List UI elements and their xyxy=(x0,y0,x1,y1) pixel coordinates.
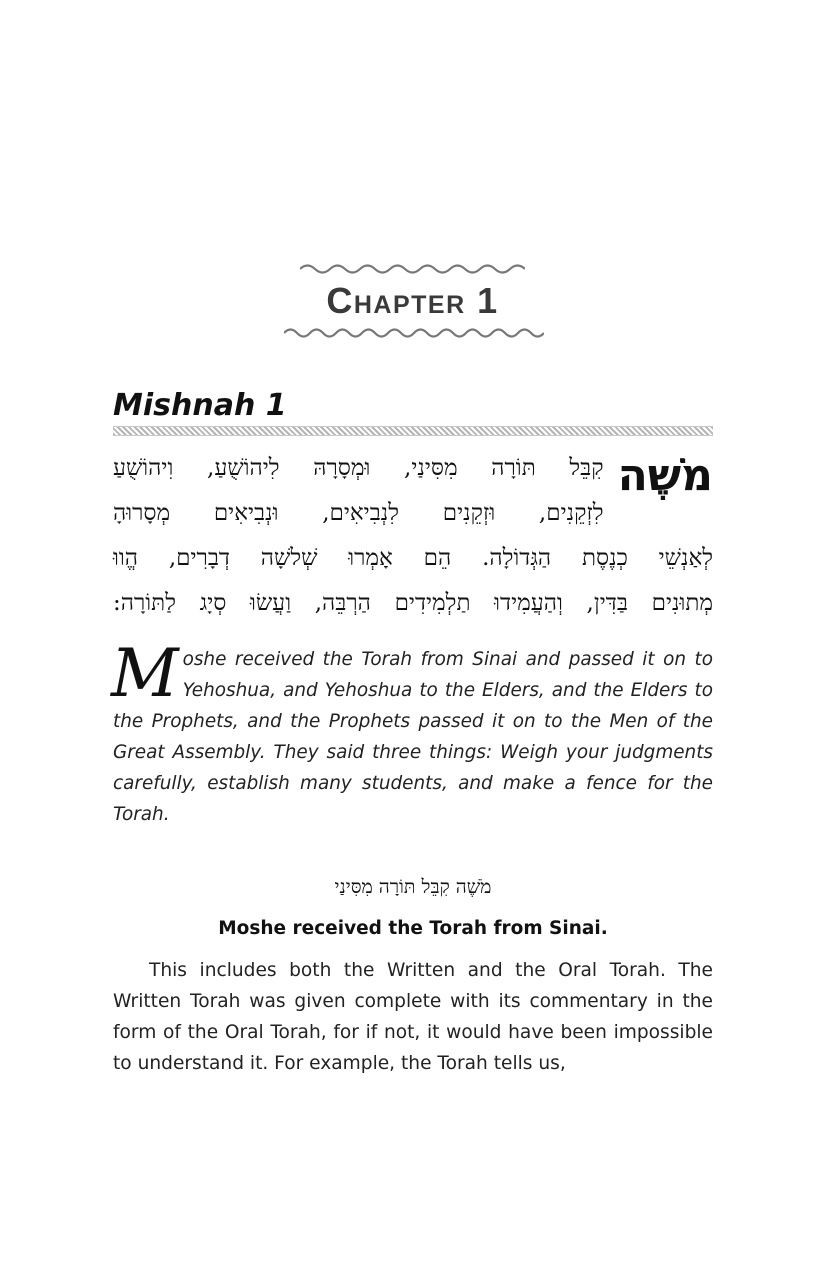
hebrew-line: לְאַנְשֵׁי כְנֶסֶת הַגְּדוֹלָה. הֵם אָמְרוּ שְׁלשָׁה דְבָרִים, הֱווּ xyxy=(113,545,713,571)
mishnah-hebrew-text xyxy=(113,446,713,626)
drop-cap: M xyxy=(111,635,179,712)
hebrew-line: מְתוּנִים בַּדִּין, וְהַעֲמִידוּ תַלְמִידִים הַרְבֵּה, וַעֲשׂוּ סְיָג לַתּוֹרָה: xyxy=(113,590,713,616)
chapter-header xyxy=(270,262,555,342)
commentary-hebrew-quote: מֹשֶׁה קִבֵּל תּוֹרָה מִסִּינַי xyxy=(334,876,492,898)
commentary-body: This includes both the Written and the Oral Torah. The Written Torah was given complete with its commentary in the form of the Oral Torah, for if not, it would have been impossible to understand it. For example, the Torah tells us, xyxy=(113,960,713,1074)
mishnah-translation xyxy=(111,635,713,830)
commentary-title: Moshe received the Torah from Sinai. xyxy=(218,918,608,939)
wave-ornament-top xyxy=(300,262,525,276)
hebrew-line: קִבֵּל תּוֹרָה מִסִּינַי, וּמְסָרָהּ לִיהוֹשֻׁעַ, וִיהוֹשֻׁעַ xyxy=(113,455,604,481)
mishnah-heading: Mishnah 1 xyxy=(113,388,287,423)
translation-text: oshe received the Torah from Sinai and passed it on to Yehoshua, and Yehoshua to the Elders, and the Elders to the Prophets, and the Prophets passed it on to the Men of the Great Assembly. They said three things: Weigh your judgments carefully, establish many students, and make a fence for the Torah. xyxy=(113,649,713,825)
chapter-title: Chapter 1 xyxy=(326,280,499,321)
wave-ornament-bottom xyxy=(284,326,544,340)
heading-divider xyxy=(113,426,713,436)
hebrew-initial-word: מֹשֶׁה xyxy=(617,450,713,501)
hebrew-line: לִזְקֵנִים, וּזְקֵנִים לִנְבִיאִים, וּנְבִיאִים מְסָרוּהָ xyxy=(113,500,604,526)
